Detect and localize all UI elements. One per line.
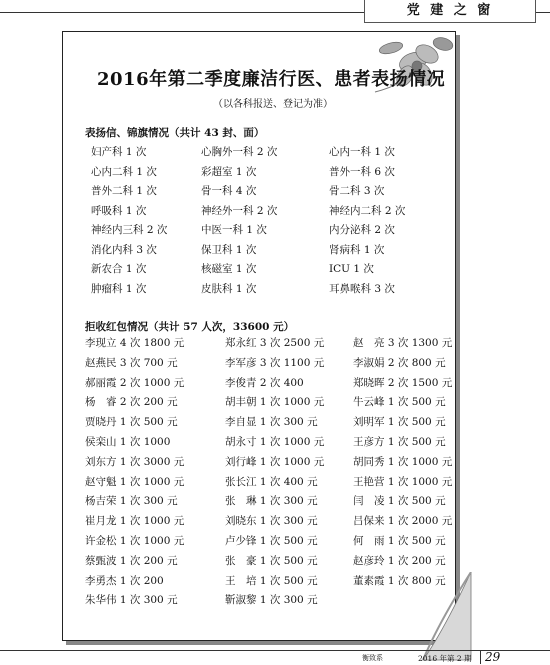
table-row <box>85 492 463 512</box>
table-cell: 刘行峰 1 次 1000 元 <box>225 455 325 468</box>
table-cell: 核磁室 1 次 <box>201 263 257 275</box>
footer-rule <box>0 650 550 651</box>
table-cell: 李现立 4 次 1800 元 <box>85 337 185 349</box>
table-cell: 胡丰朝 1 次 1000 元 <box>225 396 325 409</box>
table-cell: 呼吸科 1 次 <box>91 204 147 217</box>
table-row <box>85 572 463 592</box>
table-cell: 张 豪 1 次 500 元 <box>225 554 318 567</box>
table-cell: 内分泌科 2 次 <box>329 224 395 236</box>
refusal-table <box>85 334 463 611</box>
table-cell: 贾晓丹 1 次 500 元 <box>85 416 178 429</box>
table-row <box>91 280 429 300</box>
table-cell: 心胸外一科 2 次 <box>201 146 278 158</box>
table-row <box>85 512 463 532</box>
table-cell: 卢少锋 1 次 500 元 <box>225 534 318 547</box>
table-cell: 郝丽霞 2 次 1000 元 <box>85 376 185 389</box>
table-cell: 神经内三科 2 次 <box>91 224 168 236</box>
table-cell: 神经外一科 2 次 <box>201 204 278 217</box>
table-row <box>85 393 463 413</box>
table-row <box>85 552 463 572</box>
table-row <box>85 453 463 473</box>
table-cell: 骨二科 3 次 <box>329 185 385 197</box>
table-cell: 赵燕民 3 次 700 元 <box>85 356 178 369</box>
table-cell: 赵彦玲 1 次 200 元 <box>353 554 446 567</box>
table-row <box>85 433 463 453</box>
table-row <box>85 354 463 374</box>
praise-table <box>91 143 429 299</box>
table-cell: 普外二科 1 次 <box>91 185 157 197</box>
table-row <box>91 143 429 163</box>
table-cell: 胡同秀 1 次 1000 元 <box>353 455 453 468</box>
table-cell: 崔月龙 1 次 1000 元 <box>85 515 185 528</box>
table-cell: 中医一科 1 次 <box>201 224 267 236</box>
table-cell: 刘东方 1 次 3000 元 <box>85 455 185 468</box>
table-cell: 何 雨 1 次 500 元 <box>353 534 446 547</box>
table-row <box>85 532 463 552</box>
table-cell: 李自显 1 次 300 元 <box>225 416 318 429</box>
table-cell: 新农合 1 次 <box>91 263 147 275</box>
table-row <box>91 241 429 261</box>
table-cell: 朱华伟 1 次 300 元 <box>85 594 178 607</box>
table-cell: 靳淑黎 1 次 300 元 <box>225 594 318 607</box>
table-row <box>91 221 429 241</box>
document-title: 2016年第二季度廉洁行医、患者表扬情况 <box>97 69 446 90</box>
table-cell: 王艳营 1 次 1000 元 <box>353 475 453 488</box>
table-row <box>85 413 463 433</box>
table-cell: 李勇杰 1 次 200 <box>85 574 164 587</box>
table-row <box>85 374 463 394</box>
table-cell: 张长江 1 次 400 元 <box>225 475 318 488</box>
table-cell: 心内一科 1 次 <box>329 146 395 158</box>
table-row <box>85 591 463 611</box>
table-cell: 普外一科 6 次 <box>329 165 395 178</box>
table-cell: 消化内科 3 次 <box>91 243 157 256</box>
section1-heading: 表扬信、锦旗情况（共计 43 封、面） <box>85 127 265 139</box>
table-cell: 张 琳 1 次 300 元 <box>225 495 318 508</box>
table-cell: 肿瘤科 1 次 <box>91 282 147 295</box>
table-cell: 骨一科 4 次 <box>201 185 257 197</box>
table-cell: 王彦方 1 次 500 元 <box>353 435 446 448</box>
table-cell: 皮肤科 1 次 <box>201 282 257 295</box>
table-row <box>91 163 429 183</box>
table-cell: 心内二科 1 次 <box>91 165 157 178</box>
table-cell: 赵守魁 1 次 1000 元 <box>85 475 185 488</box>
table-cell: 刘明军 1 次 500 元 <box>353 416 446 429</box>
table-cell: 李淑娟 2 次 800 元 <box>353 356 446 369</box>
table-cell: 耳鼻喉科 3 次 <box>329 282 395 295</box>
table-cell: 郑晓晖 2 次 1500 元 <box>353 376 453 389</box>
table-cell: 赵 亮 3 次 1300 元 <box>353 337 453 349</box>
footer-issue: 2016 年第 2 期 <box>418 654 472 663</box>
table-cell <box>353 591 463 611</box>
page-number: 29 <box>480 650 500 664</box>
table-cell: 蔡甄波 1 次 200 元 <box>85 554 178 567</box>
table-cell: 闫 凌 1 次 500 元 <box>353 495 446 508</box>
table-cell: 彩超室 1 次 <box>201 165 257 178</box>
table-cell: 李军彦 3 次 1100 元 <box>225 356 325 369</box>
table-cell: 李俊青 2 次 400 <box>225 376 304 389</box>
table-cell: 吕保来 1 次 2000 元 <box>353 515 453 528</box>
notice-frame <box>62 31 456 641</box>
table-cell: 保卫科 1 次 <box>201 243 257 256</box>
table-cell: 杨吉荣 1 次 300 元 <box>85 495 178 508</box>
table-row <box>91 182 429 202</box>
table-cell: 牛云峰 1 次 500 元 <box>353 396 446 409</box>
table-cell: 肾病科 1 次 <box>329 243 385 256</box>
table-cell: 王 培 1 次 500 元 <box>225 574 318 587</box>
table-cell: ICU 1 次 <box>329 263 374 275</box>
table-cell: 刘晓东 1 次 300 元 <box>225 515 318 528</box>
section2-heading: 拒收红包情况（共计 57 人次，33600 元） <box>85 321 295 333</box>
table-row <box>85 473 463 493</box>
table-cell: 郑永红 3 次 2500 元 <box>225 337 325 349</box>
table-cell: 杨 睿 2 次 200 元 <box>85 396 178 409</box>
table-cell: 董素霞 1 次 800 元 <box>353 574 446 587</box>
table-row <box>85 334 463 354</box>
table-cell: 许金松 1 次 1000 元 <box>85 534 185 547</box>
document-subtitle: （以各科报送、登记为准） <box>213 99 333 110</box>
table-cell: 神经内二科 2 次 <box>329 204 406 217</box>
section-header: 党 建 之 窗 <box>364 0 536 23</box>
table-cell: 妇产科 1 次 <box>91 146 147 158</box>
footer-publication: 衡致系 <box>362 654 383 662</box>
table-row <box>91 260 429 280</box>
table-cell: 胡永寸 1 次 1000 元 <box>225 435 325 448</box>
table-row <box>91 202 429 222</box>
table-cell: 侯栾山 1 次 1000 <box>85 435 171 448</box>
